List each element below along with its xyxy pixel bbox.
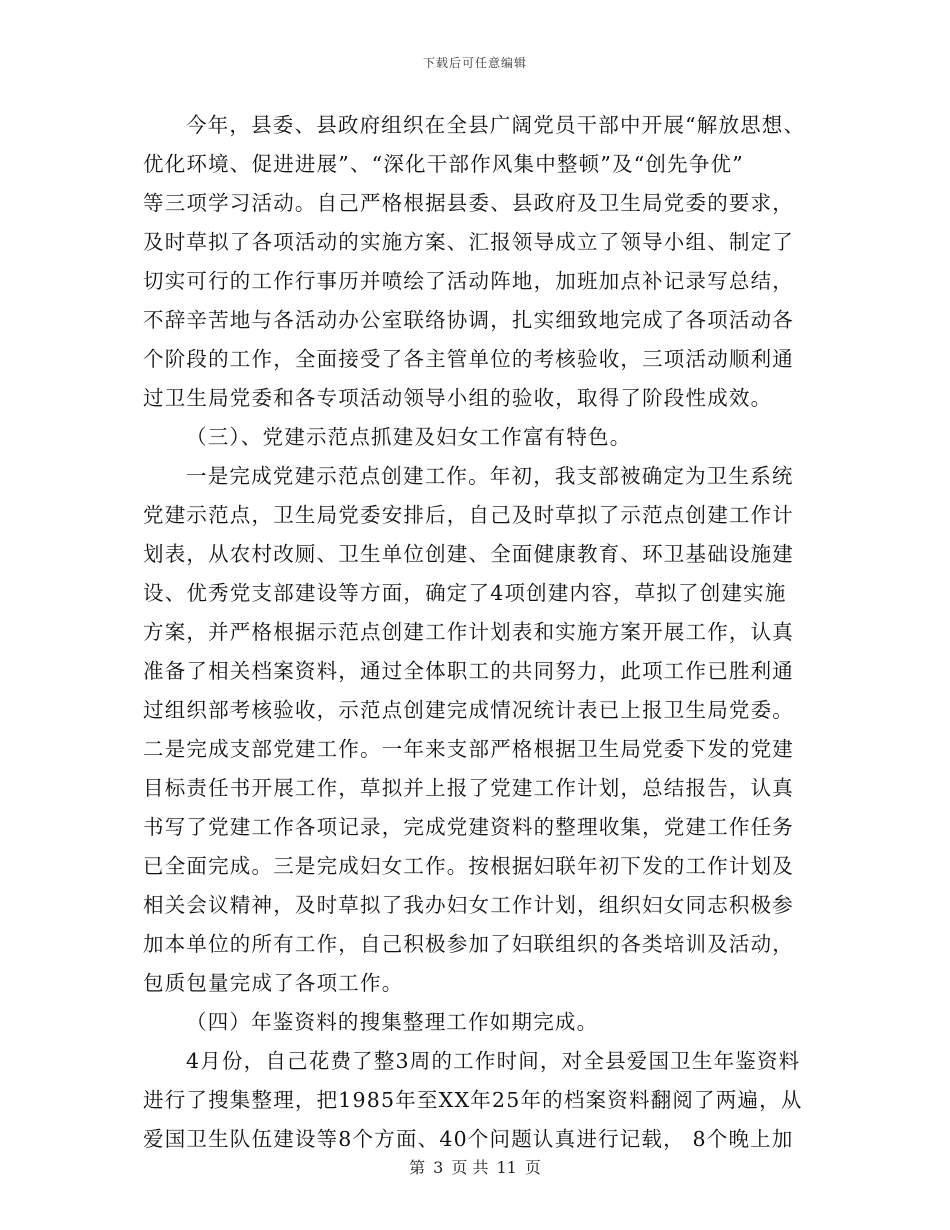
paragraph-line: 优化环境、促进进展”、“深化干部作风集中整顿”及“创先争优” xyxy=(143,152,744,176)
footer-prefix: 第 xyxy=(409,1158,426,1177)
paragraph-line: 书写了党建工作各项记录，完成党建资料的整理收集，党建工作任务 xyxy=(143,815,794,839)
paragraph-line: 过组织部考核验收，示范点创建完成情况统计表已上报卫生局党委。 xyxy=(143,698,794,722)
paragraph-line: 今年，县委、县政府组织在全县广阔党员干部中开展“解放思想、 xyxy=(186,113,806,137)
paragraph-line: 准备了相关档案资料，通过全体职工的共同努力，此项工作已胜利通 xyxy=(143,659,794,683)
paragraph-line: 切实可行的工作行事历并喷绘了活动阵地，加班加点补记录写总结， xyxy=(143,269,794,293)
paragraph-line: 4月份，自己花费了整3周的工作时间，对全县爱国卫生年鉴资料 xyxy=(186,1049,801,1073)
paragraph-line: 一是完成党建示范点创建工作。年初，我支部被确定为卫生系统 xyxy=(186,464,794,488)
paragraph-line: 设、优秀党支部建设等方面，确定了4项创建内容，草拟了创建实施 xyxy=(143,581,787,605)
paragraph-line: 等三项学习活动。自己严格根据县委、县政府及卫生局党委的要求， xyxy=(143,191,794,215)
page-footer xyxy=(0,1155,950,1178)
paragraph-line: 党建示范点，卫生局党委安排后，自己及时草拟了示范点创建工作计 xyxy=(143,503,794,527)
paragraph-line: 及时草拟了各项活动的实施方案、汇报领导成立了领导小组、制定了 xyxy=(143,230,794,254)
paragraph-line: 个阶段的工作，全面接受了各主管单位的考核验收，三项活动顺利通 xyxy=(143,347,794,371)
total-page-count: 11 xyxy=(496,1158,517,1177)
paragraph-line: 过卫生局党委和各专项活动领导小组的验收，取得了阶段性成效。 xyxy=(143,386,773,410)
paragraph-line: 划表，从农村改厕、卫生单位创建、全面健康教育、环卫基础设施建 xyxy=(143,542,794,566)
paragraph-line: 爱国卫生队伍建设等8个方面、40个问题认真进行记载， 8个晚上加 xyxy=(143,1127,794,1151)
paragraph-line: 方案，并严格根据示范点创建工作计划表和实施方案开展工作，认真 xyxy=(143,620,794,644)
paragraph-line: 相关会议精神，及时草拟了我办妇女工作计划，组织妇女同志积极参 xyxy=(143,893,794,917)
paragraph-line: 已全面完成。三是完成妇女工作。按根据妇联年初下发的工作计划及 xyxy=(143,854,794,878)
paragraph-line: 包质包量完成了各项工作。 xyxy=(143,971,404,995)
section-heading: （四）年鉴资料的搜集整理工作如期完成。 xyxy=(186,1010,599,1034)
section-heading: （三）、党建示范点抓建及妇女工作富有特色。 xyxy=(186,425,632,449)
footer-suffix: 页 xyxy=(524,1158,541,1177)
paragraph-line: 目标责任书开展工作，草拟并上报了党建工作计划，总结报告，认真 xyxy=(143,776,794,800)
paragraph-line: 加本单位的所有工作，自己积极参加了妇联组织的各类培训及活动， xyxy=(143,932,794,956)
paragraph-line: 进行了搜集整理，把1985年至XX年25年的档案资料翻阅了两遍，从 xyxy=(143,1088,803,1112)
footer-middle: 页 共 xyxy=(451,1158,489,1177)
body-text xyxy=(143,106,808,1159)
current-page-number: 3 xyxy=(433,1158,444,1177)
paragraph-line: 不辞辛苦地与各活动办公室联络协调，扎实细致地完成了各项活动各 xyxy=(143,308,794,332)
paragraph-line: 二是完成支部党建工作。一年来支部严格根据卫生局党委下发的党建 xyxy=(143,737,794,761)
page-header: 下载后可任意编辑 xyxy=(422,56,527,70)
